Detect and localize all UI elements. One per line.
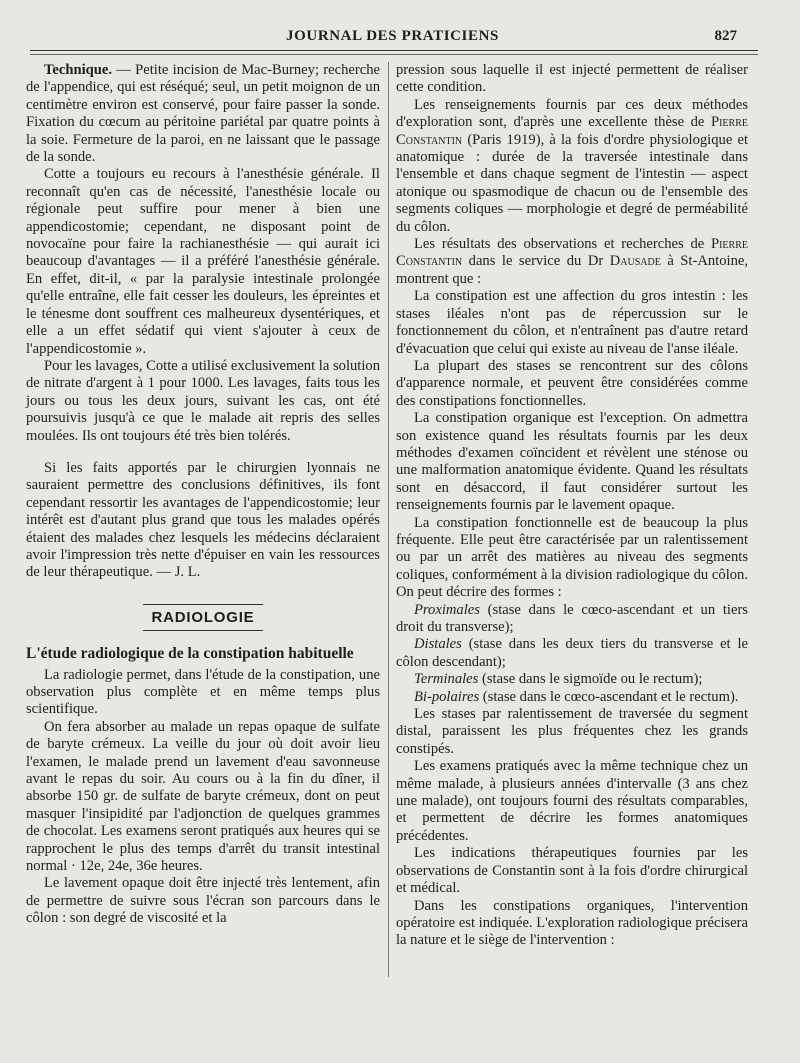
paragraph-radio-2: On fera absorber au malade un repas opaque de sulfate de baryte crémeux. La veille du jour où doit avoir lieu l'examen, le malade prend un lavement d'eau savonneuse avant le repas du soir. Au cours ou à la fin du dîner, il absorbe 150 gr. de sulfate de baryte crémeux, dont on peut masquer l'insipidité par l'adjonction de quelques grammes de chocolat. Les examens seront pratiqués aux heures qui se rapprochent le plus des temps d'arrêt du transit intestinal normal · 12e, 24e, 36e heures. (26, 718, 380, 875)
form-desc: (stase dans le sigmoïde ou le rectum); (478, 671, 703, 688)
paragraph-constipation-3: La constipation organique est l'exception. On admettra son existence quand les résultats fournis par les deux méthodes d'examen coïncident et révèlent une sténose ou une malformation anatomique évidente. Quand les résultats sont en désaccord, il faut considérer surtout les renseignements fournis par le lavement opaque. (396, 410, 748, 514)
paragraph-technique (26, 62, 380, 166)
form-name: Proximales (414, 601, 480, 618)
author-name: Dausade (609, 253, 661, 270)
column-divider (388, 62, 389, 977)
paragraph-constipation-1: La constipation est une affection du gros intestin : les stases iléales n'ont pas de répercussion sur le fonctionnement du côlon, et n'entraînent pas d'autre retard d'évacuation que celui qui existe au niveau de l'anse iléale. (396, 288, 748, 357)
form-item (396, 636, 748, 671)
right-column (396, 62, 748, 950)
paragraph-constipation-4: La constipation fonctionnelle est de beaucoup la plus fréquente. Elle peut être caractérisée par un ralentissement ou par un arrêt des matières au niveau des segments coliques, conformément à la division radiologique du côlon. On peut décrire des formes : (396, 514, 748, 601)
form-name: Terminales (414, 671, 479, 688)
header-rule-thin (30, 54, 758, 55)
form-item (396, 671, 748, 688)
section-heading (26, 604, 380, 631)
author-name: Pierre Constantin (396, 114, 748, 148)
header-rule (30, 50, 758, 51)
technique-label: Technique. (44, 62, 112, 78)
paragraph-radio-1: La radiologie permet, dans l'étude de la constipation, une observation plus complète et en même temps plus scientifique. (26, 666, 380, 718)
article-title: L'étude radiologique de la constipation habituelle (26, 645, 354, 663)
paragraph-renseignements (396, 97, 748, 236)
paragraph-constipation-2: La plupart des stases se rencontrent sur des côlons d'apparence normale, et peuvent être considérées comme des constipations fonctionnelles. (396, 357, 748, 409)
author-name: Pierre Constantin (396, 236, 748, 270)
paragraph-indications: Les indications thérapeutiques fournies par les observations de Constantin sont à la fois d'ordre chirurgical et médical. (396, 845, 748, 897)
page-number: 827 (714, 28, 737, 44)
form-name: Distales (414, 636, 462, 653)
left-column (26, 62, 380, 928)
form-desc: (stase dans le cœco-ascendant et un tiers droit du transverse); (396, 601, 748, 635)
form-item (396, 602, 748, 637)
section-title: RADIOLOGIE (143, 604, 262, 631)
paragraph-lavages: Pour les lavages, Cotte a utilisé exclusivement la solution de nitrate d'argent à 1 pour 1000. Les lavages, faits tous les jours ou tous les deux jours, suivant les cas, ont été poursuivis jusqu'à ce que le malade ait repris des selles moulées. Ils ont toujours été très bien tolérés. (26, 357, 380, 444)
spacer (26, 445, 380, 460)
text-run: dans le service du Dr (462, 253, 610, 270)
paragraph-resultats (396, 236, 748, 288)
text-run: Les résultats des observations et recherches de (414, 236, 711, 253)
page-header (30, 22, 755, 48)
paragraph-continuation: pression sous laquelle il est injecté permettent de réaliser cette condition. (396, 62, 748, 96)
technique-text: — Petite incision de Mac-Burney; recherche de l'appendice, qui est réséqué; seul, un petit moignon de un centimètre environ est conservé, pour faire passer la sonde. Fixation du cœcum au péritoine pariétal par quatre points à la soie. Fermeture de la paroi, en ne laissant que le passage de la sonde. (26, 62, 380, 166)
paragraph-anesthesie: Cotte a toujours eu recours à l'anesthésie générale. Il reconnaît qu'en cas de nécessité, l'anesthésie locale ou régionale peut suffire pour mener à bien une appendicostomie; cependant, ne disposant point de novocaïne pour faire la rachianesthésie — qui aurait ici beaucoup d'avantages — il a préféré l'anesthésie générale. En effet, dit-il, « par la paralysie intestinale prolongée qu'elle entraîne, elle fait cesser les douleurs, les épreintes et le ténesme dont souffrent ces malheureux dysentériques, et elle a un effet sédatif qui vient s'ajouter à ceux de l'appendicostomie ». (26, 166, 380, 357)
paragraph-organiques: Dans les constipations organiques, l'intervention opératoire est indiquée. L'exploration radiologique précisera la nature et le siège de l'intervention : (396, 897, 748, 949)
paragraph-conclusion: Si les faits apportés par le chirurgien lyonnais ne sauraient permettre des conclusions définitives, ils font cependant ressortir les avantages de l'appendicostomie; leur intérêt est d'autant plus grand que tous les malades opérés étaient des malades chez lesquels les médecins déclaraient avoir l'impression très nette d'épuiser en vain les ressources de leur thérapeutique. — J. L. (26, 459, 380, 581)
text-run: à St-Antoine, montrent que : (396, 253, 748, 287)
form-desc: (stase dans les deux tiers du transverse et le côlon descendant); (396, 636, 748, 670)
text-run: Les renseignements fournis par ces deux méthodes d'exploration sont, d'après une excellente thèse de (396, 96, 748, 131)
paragraph-stases: Les stases par ralentissement de traversée du segment distal, paraissent les plus fréquentes chez les grands constipés. (396, 706, 748, 757)
paragraph-radio-3: Le lavement opaque doit être injecté très lentement, afin de permettre de suivre sous l'écran son parcours dans le côlon : son degré de viscosité et la (26, 875, 380, 927)
paragraph-examens: Les examens pratiqués avec la même technique chez un même malade, à plusieurs années d'intervalle (3 ans chez une malade), ont toujours fourni des résultats comparables, et permettent de décrire les formes anatomiques précédentes. (396, 758, 748, 844)
form-desc: (stase dans le cœco-ascendant et le rectum). (479, 688, 739, 705)
form-item (396, 689, 748, 706)
form-name: Bi-polaires (414, 688, 480, 705)
text-run: (Paris 1919), à la fois d'ordre physiologique et anatomique : durée de la traversée intestinale dans l'ensemble et dans chaque segment de l'intestin — aspect atonique ou spasmodique de chacun ou de l'ensemble des segments coliques — morphologie et degré de perméabilité du côlon. (396, 131, 748, 235)
journal-title: JOURNAL DES PRATICIENS (286, 28, 499, 44)
